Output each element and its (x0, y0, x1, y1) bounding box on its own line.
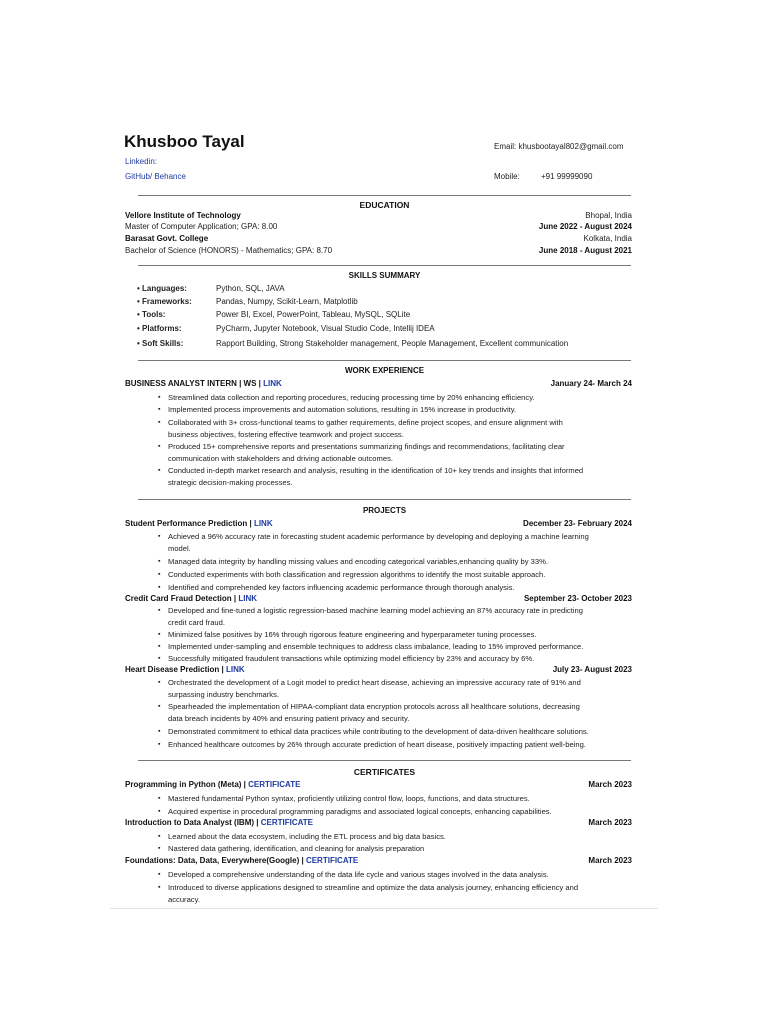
skill-value: PyCharm, Jupyter Notebook, Visual Studio Code, Intellij IDEA (216, 324, 435, 333)
work-heading: WORK EXPERIENCE (344, 366, 425, 375)
project-dates: July 23- August 2023 (552, 665, 632, 674)
project-name: Credit Card Fraud Detection | LINK (125, 594, 258, 603)
certificate-dates: March 2023 (588, 780, 632, 789)
list-item: ▪ Implemented under-sampling and ensemble techniques to address class imbalance, leading to 15% improved performance. (158, 641, 636, 653)
list-item: ▪ Enhanced healthcare outcomes by 26% through accurate prediction of heart disease, positively impacting patient well-being. (158, 739, 636, 751)
project-name: Heart Disease Prediction | LINK (125, 665, 245, 674)
list-item: ▪ Developed and fine-tuned a logistic regression-based machine learning model achieving an 87% accuracy rate in predicting credit card fraud. (158, 605, 636, 628)
list-item: ▪ Successfully mitigated fraudulent transactions while optimizing model efficiency by 23% and accuracy by 6%. (158, 653, 636, 665)
degree-dates: June 2018 - August 2021 (538, 246, 632, 255)
skill-key: • Platforms: (137, 324, 182, 333)
certificate-name: Foundations: Data, Data, Everywhere(Google) | CERTIFICATE (125, 856, 359, 865)
list-item: ▪ Conducted experiments with both classification and regression algorithms to identify the most suitable approach. (158, 569, 636, 581)
list-item: ▪ Demonstrated commitment to ethical data practices while contributing to the development of data-driven healthcare solutions. (158, 726, 636, 738)
list-item: ▪ Introduced to diverse applications designed to streamline and optimize the data analysis journey, enhancing efficiency and accuracy. (158, 882, 636, 905)
skill-value: Python, SQL, JAVA (216, 284, 285, 293)
list-item: ▪ Orchestrated the development of a Logit model to predict heart disease, achieving an impressive accuracy rate of 91% and surpassing industry benchmarks. (158, 677, 636, 700)
divider (138, 265, 631, 266)
skills-heading: SKILLS SUMMARY (348, 271, 421, 280)
work-link[interactable]: LINK (263, 379, 282, 388)
divider (138, 360, 631, 361)
list-item: ▪ Identified and comprehended key factors influencing academic performance through thorough analysis. (158, 582, 636, 594)
project-link[interactable]: LINK (253, 519, 273, 528)
linkedin-link[interactable]: Linkedin: (125, 157, 158, 166)
list-item: ▪ Achieved a 96% accuracy rate in forecasting student academic performance by developing and deploying a machine learning model. (158, 531, 636, 554)
candidate-name: Khusboo Tayal (124, 132, 245, 151)
page-edge (110, 908, 658, 909)
list-item: ▪ Conducted in-depth market research and analysis, resulting in the identification of 10+ key trends and insights that informed strategic decision-making processes. (158, 465, 636, 488)
list-item: ▪ Mastered fundamental Python syntax, proficiently utilizing control flow, loops, functions, and data structures. (158, 793, 636, 805)
certificate-dates: March 2023 (588, 856, 632, 865)
certificate-name: Introduction to Data Analyst (IBM) | CERTIFICATE (125, 818, 314, 827)
github-behance-link[interactable]: GitHub/ Behance (125, 172, 186, 181)
certificate-dates: March 2023 (588, 818, 632, 827)
school-location: Bhopal, India (585, 211, 632, 220)
project-dates: September 23- October 2023 (523, 594, 632, 603)
list-item: ▪ Nastered data gathering, identification, and cleaning for analysis preparation (158, 843, 636, 855)
list-item: ▪ Collaborated with 3+ cross-functional teams to gather requirements, define project scopes, and ensure alignment with business objectives, fostering effective teamwork and project success. (158, 417, 636, 440)
degree-text: Bachelor of Science (HONORS) - Mathematics; GPA: 8.70 (125, 246, 333, 255)
list-item: ▪ Acquired expertise in procedural programming paradigms and associated logical concepts, enhancing capabilities. (158, 806, 636, 818)
divider (138, 760, 631, 761)
school-name: Barasat Govt. College (125, 234, 209, 243)
list-item: ▪ Learned about the data ecosystem, including the ETL process and big data basics. (158, 831, 636, 843)
school-name: Vellore Institute of Technology (125, 211, 241, 220)
certificate-link[interactable]: CERTIFICATE (305, 856, 359, 865)
skill-key: • Soft Skills: (137, 339, 184, 348)
skill-key: • Frameworks: (137, 297, 192, 306)
project-link[interactable]: LINK (225, 665, 245, 674)
project-link[interactable]: LINK (238, 594, 258, 603)
list-item: ▪ Spearheaded the implementation of HIPAA-compliant data encryption protocols across all healthcare solutions, decreasing data breach incidents by 40% and ensuring patient privacy and security. (158, 701, 636, 724)
skill-key: • Tools: (137, 310, 166, 319)
certificate-name: Programming in Python (Meta) | CERTIFICATE (125, 780, 301, 789)
email-text: Email: khusbootayal802@gmail.com (494, 142, 624, 151)
degree-text: Master of Computer Application; GPA: 8.00 (125, 222, 278, 231)
skill-value: Pandas, Numpy, Scikit-Learn, Matplotlib (216, 297, 358, 306)
certificate-link[interactable]: CERTIFICATE (260, 818, 314, 827)
school-location: Kolkata, India (583, 234, 632, 243)
list-item: ▪ Produced 15+ comprehensive reports and presentations summarizing findings and recommendations, facilitating clear communication with stakeholders and driving actionable outcomes. (158, 441, 636, 464)
list-item: ▪ Developed a comprehensive understanding of the data life cycle and various stages involved in the data analysis. (158, 869, 636, 881)
mobile-label: Mobile: (494, 172, 520, 181)
degree-dates: June 2022 - August 2024 (538, 222, 632, 231)
divider (138, 195, 631, 196)
list-item: ▪ Minimized false positives by 16% through rigorous feature engineering and hyperparameter tuning processes. (158, 629, 636, 641)
certificate-link[interactable]: CERTIFICATE (248, 780, 301, 789)
projects-heading: PROJECTS (362, 506, 407, 515)
mobile-value: +91 99999090 (541, 172, 593, 181)
work-role: BUSINESS ANALYST INTERN | WS | LINK (125, 379, 282, 388)
certificates-heading: CERTIFICATES (353, 767, 416, 777)
skill-key: • Languages: (137, 284, 187, 293)
skill-value: Power BI, Excel, PowerPoint, Tableau, MySQL, SQLite (216, 310, 411, 319)
list-item: ▪ Managed data integrity by handling missing values and encoding categorical variables,enhancing quality by 33%. (158, 556, 636, 568)
education-heading: EDUCATION (359, 200, 410, 210)
skill-value: Rapport Building, Strong Stakeholder management, People Management, Excellent communication (216, 339, 569, 348)
divider (138, 499, 631, 500)
project-dates: December 23- February 2024 (523, 519, 632, 528)
list-item: ▪ Implemented process improvements and automation solutions, resulting in 15% increase in productivity. (158, 404, 636, 416)
list-item: ▪ Streamlined data collection and reporting procedures, reducing processing time by 20% enhancing efficiency. (158, 392, 636, 404)
work-dates: January 24- March 24 (550, 379, 632, 388)
project-name: Student Performance Prediction | LINK (125, 519, 273, 528)
